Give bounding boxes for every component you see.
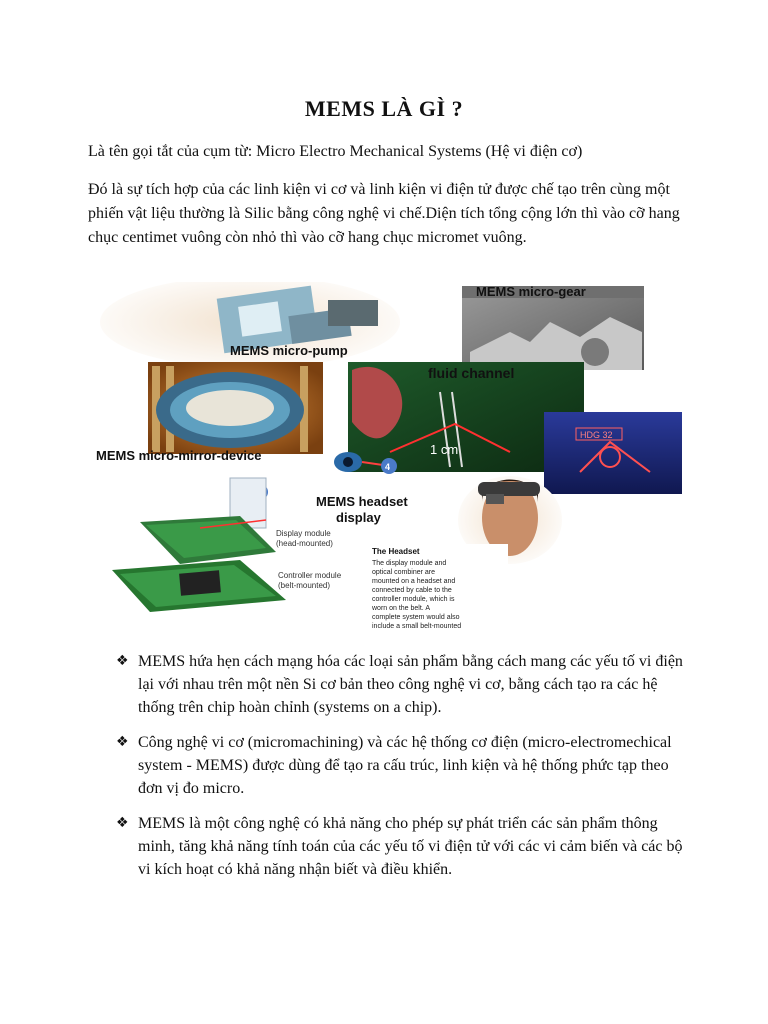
step-4-badge: 4 [385,462,391,472]
headset-box-line: The display module and [372,560,447,567]
headset-box-line: optical combiner are [372,569,436,576]
headset-info-box [366,544,508,634]
list-item [116,731,696,800]
headset-box-line: worn on the belt. A [372,605,430,612]
display-module-label-2: (head-mounted) [276,539,333,548]
display-module-label-1: Display module [276,529,331,538]
hud-label: HDG 32 [580,430,613,440]
diamond-bullet-icon: ❖ [116,815,129,831]
page-title: MEMS LÀ GÌ ? [304,96,464,121]
definition-paragraph [88,178,688,250]
headset-label-line1: MEMS headset [316,494,408,509]
bullet-text: Công nghệ vi cơ (micromachining) và các hệ thống cơ điện (micro-electromechical system - MEMS) được dùng để tạo ra cấu trúc, linh kiện và hệ thống phức tạp theo đơn vị đo micro. [138,734,672,797]
fluid-channel-label: fluid channel [428,365,515,381]
display-module-image [140,478,276,564]
bullet-text: MEMS là một công nghệ có khả năng cho phép sự phát triển các sản phẩm thông minh, tăng khả năng tính toán của các yếu tố vi điện tử với các vi cảm biến và các bộ vi kích hoạt có khả năng nhận biết và điều khiển. [138,815,683,878]
mems-collage-figure [90,282,682,634]
micro-gear-label: MEMS micro-gear [476,284,586,299]
controller-module-image [112,560,286,612]
bullet-list [116,650,696,893]
scale-label: 1 cm [430,442,459,457]
micro-mirror-image [148,362,323,454]
headset-box-line: mounted on a headset and [372,578,456,585]
definition-part2: Diện tích tổng cộng lớn thì vào cỡ hang chục centimet vuông còn nhỏ thì vào cỡ hang chục micromet vuông. [88,205,680,246]
bullet-text: MEMS hứa hẹn cách mạng hóa các loại sản phẩm bằng cách mang các yếu tố vi điện lại với nhau trên một nền Si cơ bản theo công nghệ vi cơ, bằng cách tạo ra các hệ thống trên chip hoàn chỉnh (systems on a chip). [138,653,683,716]
diamond-bullet-icon: ❖ [116,734,129,750]
headset-box-line: controller module, which is [372,596,455,603]
headset-box-line: include a small belt-mounted [372,623,462,630]
headset-box-line: connected by cable to the [372,587,452,594]
list-item [116,650,696,719]
headset-label-line2: display [336,510,381,525]
headset-box-heading: The Headset [372,547,420,556]
headset-box-line: complete system would also [372,614,460,621]
hud-display-image [544,412,682,494]
controller-module-label-1: Controller module [278,571,342,580]
micro-pump-label: MEMS micro-pump [230,343,348,358]
list-item [116,812,696,881]
diamond-bullet-icon: ❖ [116,653,129,669]
definition-part1: Đó là sự tích hợp của các linh kiện vi cơ và linh kiện vi điện tử được chế tạo trên cùng một phiến vật liệu thường là Silic bằng công nghệ vi chế. [88,181,670,222]
micro-mirror-label: MEMS micro-mirror-device [96,448,262,463]
controller-module-label-2: (belt-mounted) [278,581,331,590]
intro-paragraph: Là tên gọi tắt của cụm từ: Micro Electro Mechanical Systems (Hệ vi điện cơ) [88,143,583,160]
